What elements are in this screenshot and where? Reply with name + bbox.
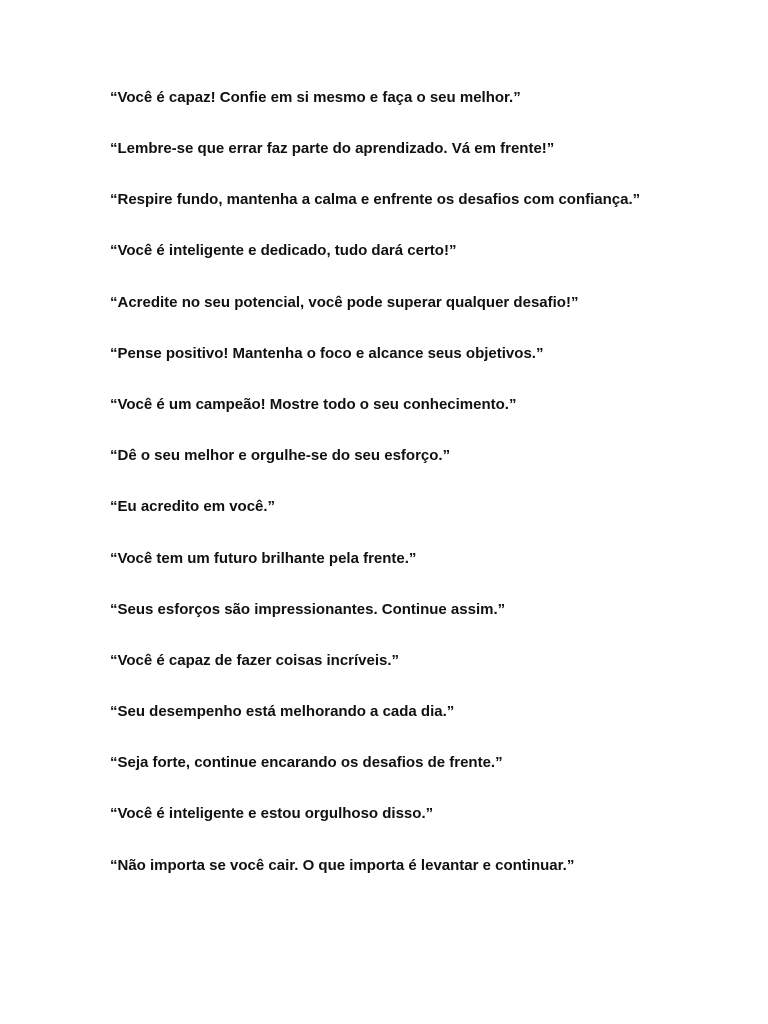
quote-paragraph: “Você é capaz de fazer coisas incríveis.” <box>110 651 400 669</box>
quote-paragraph: “Dê o seu melhor e orgulhe-se do seu esforço.” <box>110 447 451 465</box>
quote-paragraph: “Você tem um futuro brilhante pela frente.” <box>110 549 417 567</box>
quote-list <box>110 84 658 903</box>
quote-paragraph: “Você é um campeão! Mostre todo o seu conhecimento.” <box>110 395 517 413</box>
quote-paragraph: “Você é inteligente e estou orgulhoso disso.” <box>110 805 434 823</box>
quote-paragraph: “Seu desempenho está melhorando a cada dia.” <box>110 703 455 721</box>
quote-paragraph: “Acredite no seu potencial, você pode superar qualquer desafio!” <box>110 293 579 311</box>
quote-paragraph: “Pense positivo! Mantenha o foco e alcance seus objetivos.” <box>110 344 544 362</box>
quote-paragraph: “Você é capaz! Confie em si mesmo e faça o seu melhor.” <box>110 89 521 106</box>
quote-paragraph: “Não importa se você cair. O que importa é levantar e continuar.” <box>110 856 575 874</box>
quote-paragraph: “Seus esforços são impressionantes. Continue assim.” <box>110 600 506 618</box>
quote-paragraph: “Lembre-se que errar faz parte do aprendizado. Vá em frente!” <box>110 140 555 158</box>
quote-paragraph: “Você é inteligente e dedicado, tudo dará certo!” <box>110 242 457 260</box>
quote-paragraph: “Eu acredito em você.” <box>110 498 276 516</box>
quote-paragraph: “Seja forte, continue encarando os desafios de frente.” <box>110 754 503 772</box>
quote-paragraph: “Respire fundo, mantenha a calma e enfrente os desafios com confiança.” <box>110 191 641 209</box>
